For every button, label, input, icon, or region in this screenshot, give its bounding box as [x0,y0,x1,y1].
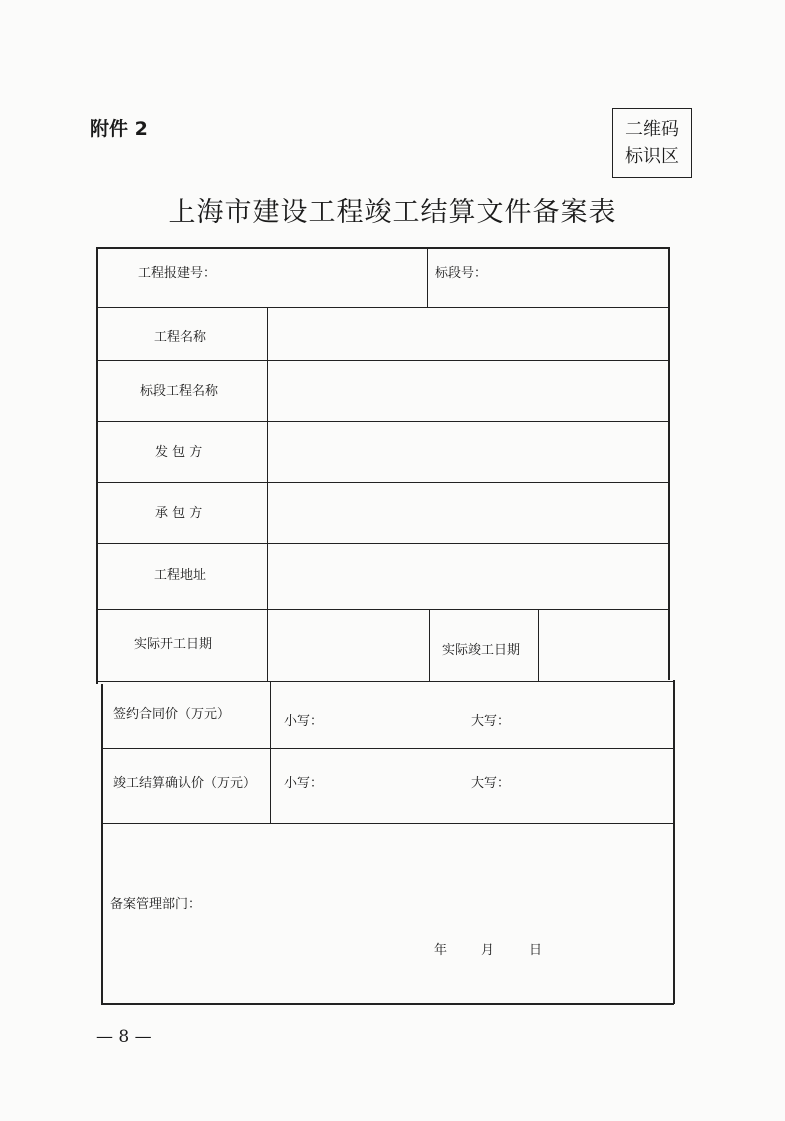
row-separator [96,482,669,483]
page-title: 上海市建设工程竣工结算文件备案表 [168,197,617,228]
actual-start-date-label: 实际开工日期 [134,637,213,652]
contractor-label: 承 包 方 [155,506,203,521]
row-separator [96,360,669,361]
col-separator-date2 [538,609,539,681]
table-border-top [96,247,669,249]
settlement-big-label: 大写： [471,776,511,791]
qr-label-line2: 标识区 [625,146,679,167]
attachment-label: 附件 2 [90,118,148,140]
col-separator-label [267,307,268,681]
col-separator-label-lower [270,681,271,823]
project-address-label: 工程地址 [154,568,207,583]
col-separator-section [427,247,428,307]
row-separator [96,681,674,682]
project-reg-no-label: 工程报建号： [138,266,217,281]
table-border-left-lower [101,684,103,1004]
table-border-right-upper [668,247,670,680]
col-separator-date1 [429,609,430,681]
date-day-label: 日 [529,943,543,958]
employer-label: 发 包 方 [155,445,203,460]
table-border-left-upper [96,247,98,684]
settlement-small-label: 小写： [284,776,324,791]
date-year-label: 年 [434,943,448,958]
page-number: — 8 — [96,1027,152,1047]
actual-completion-date-label: 实际竣工日期 [442,643,521,658]
section-project-name-label: 标段工程名称 [140,384,219,399]
date-month-label: 月 [481,943,495,958]
table-border-right-lower [673,680,675,1004]
filing-dept-label: 备案管理部门： [110,897,202,912]
contract-price-label: 签约合同价（万元） [113,707,231,722]
row-separator [96,307,669,308]
row-separator [96,421,669,422]
qr-label-line1: 二维码 [625,119,679,140]
settlement-price-label: 竣工结算确认价（万元） [113,776,257,791]
row-separator [101,748,674,749]
section-no-label: 标段号： [435,266,488,281]
contract-big-label: 大写： [471,714,511,729]
project-name-label: 工程名称 [154,330,207,345]
table-border-bottom [101,1003,674,1005]
row-separator [101,823,674,824]
row-separator [96,609,669,610]
contract-small-label: 小写： [284,714,324,729]
row-separator [96,543,669,544]
